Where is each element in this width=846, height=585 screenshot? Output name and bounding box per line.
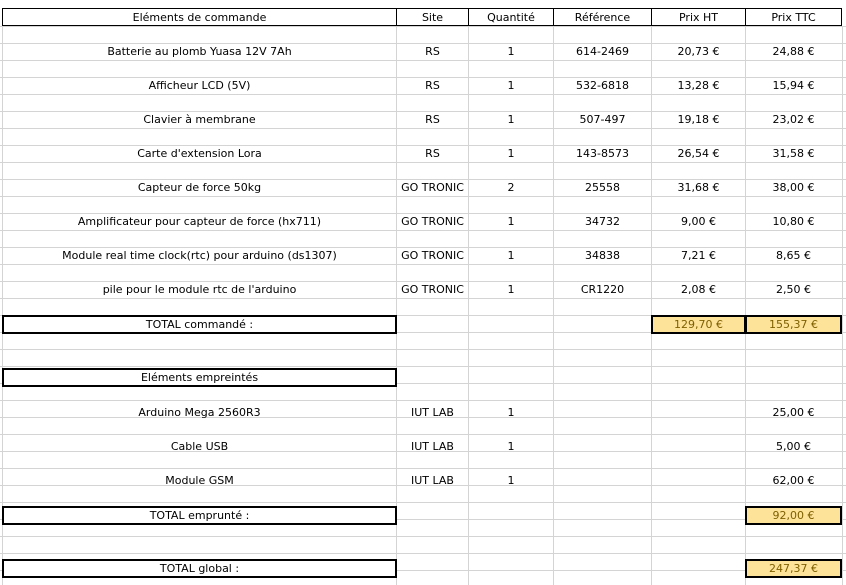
cell-quantite[interactable]: 1: [507, 45, 515, 58]
grid-hline: [0, 366, 846, 367]
cell-prix-ttc[interactable]: 25,00 €: [772, 406, 815, 419]
total-commande-ttc[interactable]: 155,37 €: [745, 315, 842, 334]
cell-reference[interactable]: 507-497: [579, 113, 626, 126]
cell-site[interactable]: RS: [425, 147, 440, 160]
cell-prix-ttc[interactable]: 31,58 €: [772, 147, 815, 160]
cell-element-name[interactable]: pile pour le module rtc de l'arduino: [102, 283, 297, 296]
grid-hline: [0, 298, 846, 299]
grid-hline: [0, 502, 846, 503]
grid-hline: [0, 264, 846, 265]
cell-quantite[interactable]: 2: [507, 181, 515, 194]
header-quantite[interactable]: Quantité: [468, 8, 554, 26]
cell-quantite[interactable]: 1: [507, 283, 515, 296]
cell-prix-ht[interactable]: 9,00 €: [681, 215, 716, 228]
cell-prix-ttc[interactable]: 38,00 €: [772, 181, 815, 194]
cell-quantite[interactable]: 1: [507, 249, 515, 262]
grid-hline: [0, 230, 846, 231]
total-emprunte-label[interactable]: TOTAL emprunté :: [2, 506, 397, 525]
grid-hline: [0, 349, 846, 350]
cell-site[interactable]: RS: [425, 79, 440, 92]
cell-element-name[interactable]: Module real time clock(rtc) pour arduino (ds1307): [62, 249, 337, 262]
header-site[interactable]: Site: [396, 8, 469, 26]
grid-hline: [0, 400, 846, 401]
total-commande-ht[interactable]: 129,70 €: [651, 315, 746, 334]
cell-element-name[interactable]: Carte d'extension Lora: [137, 147, 262, 160]
header-prix-ttc[interactable]: Prix TTC: [745, 8, 842, 26]
cell-prix-ttc[interactable]: 8,65 €: [776, 249, 811, 262]
cell-prix-ttc[interactable]: 23,02 €: [772, 113, 815, 126]
grid-hline: [0, 26, 846, 27]
cell-site[interactable]: GO TRONIC: [401, 181, 464, 194]
header-reference[interactable]: Référence: [553, 8, 652, 26]
cell-element-name[interactable]: Module GSM: [165, 474, 234, 487]
cell-site[interactable]: GO TRONIC: [401, 249, 464, 262]
cell-quantite[interactable]: 1: [507, 79, 515, 92]
cell-element-name[interactable]: Amplificateur pour capteur de force (hx711): [77, 215, 322, 228]
grid-hline: [0, 196, 846, 197]
cell-prix-ttc[interactable]: 2,50 €: [776, 283, 811, 296]
cell-element-name[interactable]: Afficheur LCD (5V): [148, 79, 251, 92]
cell-reference[interactable]: 34732: [585, 215, 620, 228]
cell-reference[interactable]: 25558: [585, 181, 620, 194]
grid-hline: [0, 553, 846, 554]
grid-hline: [0, 162, 846, 163]
cell-prix-ttc[interactable]: 5,00 €: [776, 440, 811, 453]
header-elements[interactable]: Eléments de commande: [2, 8, 397, 26]
grid-hline: [0, 94, 846, 95]
cell-site[interactable]: GO TRONIC: [401, 283, 464, 296]
total-emprunte-ttc[interactable]: 92,00 €: [745, 506, 842, 525]
cell-reference[interactable]: 143-8573: [576, 147, 629, 160]
cell-prix-ht[interactable]: 13,28 €: [677, 79, 720, 92]
grid-hline: [0, 434, 846, 435]
total-commande-label[interactable]: TOTAL commandé :: [2, 315, 397, 334]
cell-site[interactable]: RS: [425, 45, 440, 58]
cell-site[interactable]: IUT LAB: [411, 474, 454, 487]
cell-prix-ht[interactable]: 2,08 €: [681, 283, 716, 296]
cell-reference[interactable]: 532-6818: [576, 79, 629, 92]
cell-site[interactable]: RS: [425, 113, 440, 126]
cell-site[interactable]: IUT LAB: [411, 406, 454, 419]
cell-prix-ttc[interactable]: 15,94 €: [772, 79, 815, 92]
cell-prix-ttc[interactable]: 10,80 €: [772, 215, 815, 228]
cell-reference[interactable]: CR1220: [580, 283, 625, 296]
cell-prix-ttc[interactable]: 62,00 €: [772, 474, 815, 487]
cell-quantite[interactable]: 1: [507, 147, 515, 160]
cell-quantite[interactable]: 1: [507, 406, 515, 419]
cell-quantite[interactable]: 1: [507, 113, 515, 126]
cell-prix-ht[interactable]: 26,54 €: [677, 147, 720, 160]
cell-element-name[interactable]: Arduino Mega 2560R3: [138, 406, 261, 419]
cell-prix-ttc[interactable]: 24,88 €: [772, 45, 815, 58]
cell-prix-ht[interactable]: 20,73 €: [677, 45, 720, 58]
cell-quantite[interactable]: 1: [507, 474, 515, 487]
cell-site[interactable]: IUT LAB: [411, 440, 454, 453]
empreintes-header[interactable]: Eléments empreintés: [2, 368, 397, 387]
grid-hline: [0, 128, 846, 129]
cell-element-name[interactable]: Batterie au plomb Yuasa 12V 7Ah: [107, 45, 292, 58]
cell-element-name[interactable]: Cable USB: [170, 440, 229, 453]
grid-hline: [0, 536, 846, 537]
cell-reference[interactable]: 614-2469: [576, 45, 629, 58]
cell-prix-ht[interactable]: 7,21 €: [681, 249, 716, 262]
grid-hline: [0, 60, 846, 61]
cell-site[interactable]: GO TRONIC: [401, 215, 464, 228]
cell-element-name[interactable]: Clavier à membrane: [143, 113, 256, 126]
total-global-label[interactable]: TOTAL global :: [2, 559, 397, 578]
cell-prix-ht[interactable]: 19,18 €: [677, 113, 720, 126]
cell-reference[interactable]: 34838: [585, 249, 620, 262]
header-prix-ht[interactable]: Prix HT: [651, 8, 746, 26]
cell-quantite[interactable]: 1: [507, 215, 515, 228]
total-global-ttc[interactable]: 247,37 €: [745, 559, 842, 578]
cell-prix-ht[interactable]: 31,68 €: [677, 181, 720, 194]
cell-element-name[interactable]: Capteur de force 50kg: [137, 181, 262, 194]
cell-quantite[interactable]: 1: [507, 440, 515, 453]
grid-hline: [0, 468, 846, 469]
